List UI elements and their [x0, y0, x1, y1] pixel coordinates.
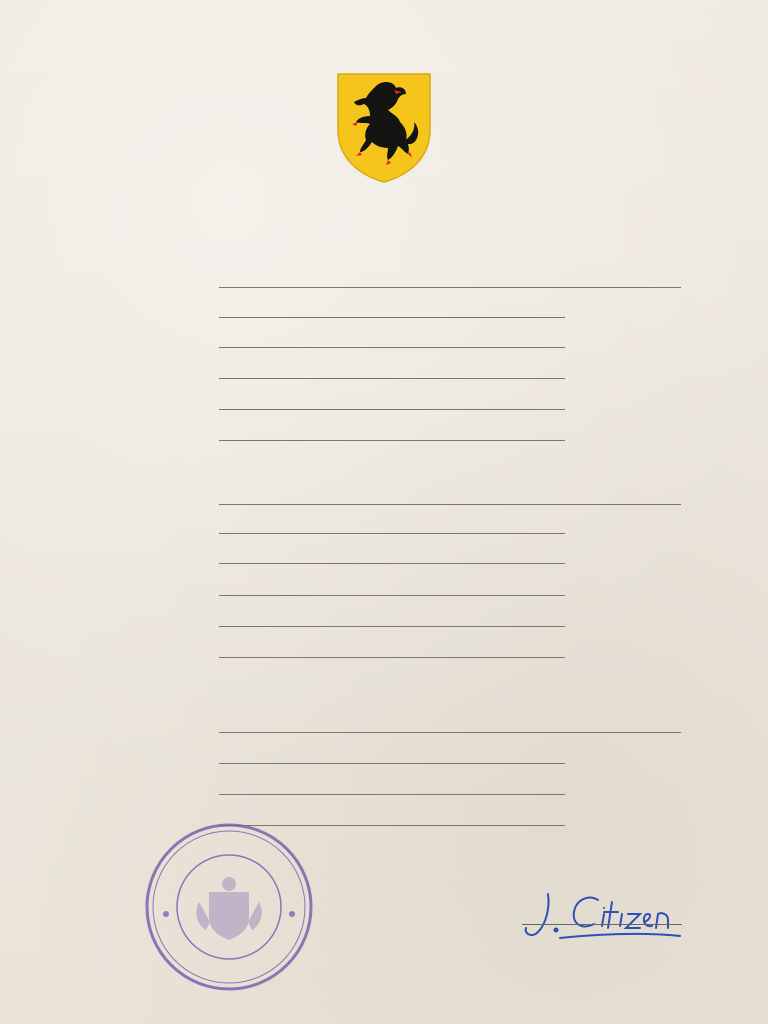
form-row [0, 597, 768, 627]
form-row [0, 411, 768, 441]
fleur-corner-icon [6, 958, 66, 1018]
fleur-corner-icon [702, 958, 762, 1018]
field-underline [219, 563, 565, 564]
fleur-corner-icon [6, 6, 66, 66]
form-row [0, 534, 768, 564]
field-underline [219, 732, 681, 733]
official-seal-stamp [144, 822, 314, 992]
signature-line [522, 924, 682, 925]
form-row [0, 734, 768, 764]
form-row [0, 796, 768, 826]
field-underline [219, 378, 565, 379]
form-row [0, 628, 768, 658]
field-underline [219, 657, 565, 658]
form-row [0, 765, 768, 795]
lion-crest-icon [336, 72, 432, 184]
ornamental-border-top [60, 18, 708, 54]
handwritten-signature [520, 884, 685, 944]
field-underline [219, 763, 565, 764]
fleur-corner-icon [702, 6, 762, 66]
form-row [0, 380, 768, 410]
field-underline [219, 409, 565, 410]
form-row [0, 504, 768, 534]
field-underline [219, 794, 565, 795]
form-row [0, 703, 768, 733]
form-row [0, 288, 768, 318]
form-row [0, 566, 768, 596]
field-underline [219, 626, 565, 627]
form-row [0, 258, 768, 288]
form-row [0, 475, 768, 505]
field-underline [219, 595, 565, 596]
field-underline [219, 440, 565, 441]
form-row [0, 318, 768, 348]
seal-emblem-icon [196, 877, 261, 940]
form-row [0, 349, 768, 379]
field-underline [219, 347, 565, 348]
